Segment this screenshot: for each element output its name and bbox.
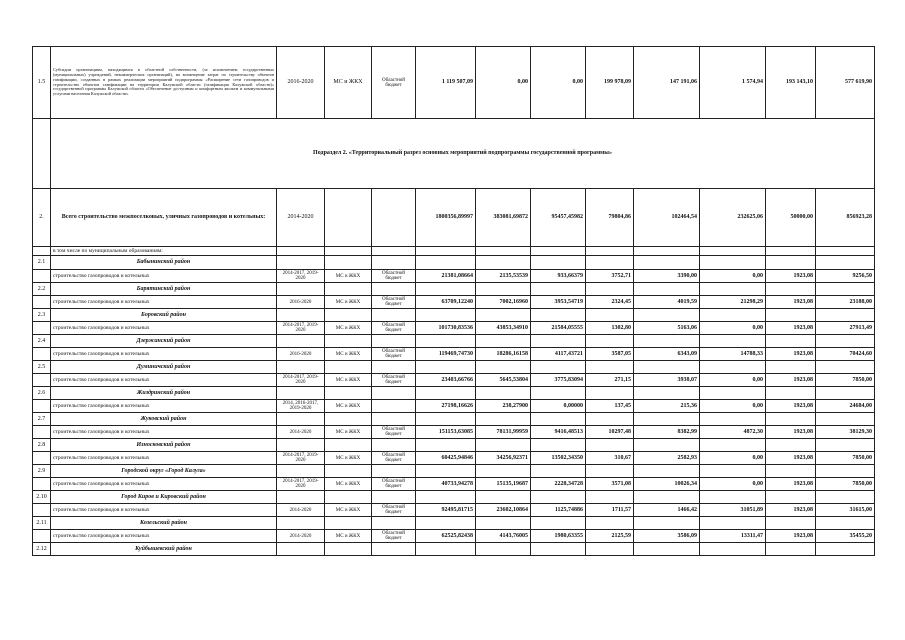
value-cell: 1466,42 <box>634 504 700 517</box>
row-period: 2014-2017, 2019-2020 <box>277 478 325 491</box>
value-cell: 14788,33 <box>700 348 766 361</box>
value-cell: 5163,06 <box>634 322 700 335</box>
row-executor: МС и ЖКХ <box>325 348 372 361</box>
value-cell: 577 619,90 <box>816 47 875 119</box>
row-description: Субсидии организациям, находящимся в областной собственности, (за исключением государственных (муниципальных) учреждений, некоммерческих организаций), на возмещение затрат по строительству объектов газификации, созданных в рамках реализации мероприятий подпрограммы «Расширение сети газопроводов и строительство объектов газификации на территории Калужской области (газификация Калужской области)» государственной программы Калужской области «Обеспечение доступным и комфортным жильем и коммунальными услугами населения Калужской области» <box>51 47 277 119</box>
value-cell: 31615,00 <box>816 504 875 517</box>
work-label: строительство газопроводов и котельных <box>51 452 277 465</box>
value-cell: 95457,45982 <box>531 189 586 247</box>
value-cell: 193 143,10 <box>766 47 816 119</box>
area-row <box>33 335 875 348</box>
work-row <box>33 400 875 413</box>
row-index: 2.4 <box>33 335 51 348</box>
value-cell: 1923,08 <box>766 270 816 283</box>
row-period: 2014-2020 <box>277 530 325 543</box>
value-cell: 1923,08 <box>766 504 816 517</box>
value-cell: 35455,20 <box>816 530 875 543</box>
value-cell: 3390,00 <box>634 270 700 283</box>
value-cell: 1923,08 <box>766 296 816 309</box>
area-row <box>33 361 875 374</box>
value-cell: 10026,34 <box>634 478 700 491</box>
value-cell: 40733,94278 <box>416 478 476 491</box>
work-row <box>33 270 875 283</box>
value-cell: 215,36 <box>634 400 700 413</box>
work-label: строительство газопроводов и котельных <box>51 426 277 439</box>
value-cell: 1 119 507,09 <box>416 47 476 119</box>
value-cell: 34256,92371 <box>476 452 531 465</box>
row-source: Областной бюджет <box>372 504 416 517</box>
value-cell: 383081,69872 <box>476 189 531 247</box>
value-cell: 0,00 <box>700 322 766 335</box>
work-label: строительство газопроводов и котельных <box>51 322 277 335</box>
value-cell: 31051,89 <box>700 504 766 517</box>
value-cell: 0,00000 <box>531 400 586 413</box>
row-index: 2.8 <box>33 439 51 452</box>
value-cell: 1 574,94 <box>700 47 766 119</box>
row-source: Областной бюджет <box>372 452 416 465</box>
value-cell: 1923,08 <box>766 478 816 491</box>
area-row <box>33 465 875 478</box>
row-index: 2.3 <box>33 309 51 322</box>
value-cell: 23188,00 <box>816 296 875 309</box>
value-cell: 8382,99 <box>634 426 700 439</box>
area-name: Думиничский район <box>51 361 277 374</box>
work-row <box>33 504 875 517</box>
value-cell: 1980,63355 <box>531 530 586 543</box>
value-cell: 27913,49 <box>816 322 875 335</box>
work-row <box>33 348 875 361</box>
work-row <box>33 374 875 387</box>
work-label: строительство газопроводов и котельных <box>51 270 277 283</box>
value-cell: 0,00 <box>476 47 531 119</box>
value-cell: 119469,74730 <box>416 348 476 361</box>
row-index: 2.9 <box>33 465 51 478</box>
value-cell: 0,00 <box>700 478 766 491</box>
row-period: 2014-2017, 2019-2020 <box>277 322 325 335</box>
row-index: 2.2 <box>33 283 51 296</box>
row-description: Всего строительство межпоселковых, уличных газопроводов и котельных: <box>51 189 277 247</box>
value-cell: 147 191,06 <box>634 47 700 119</box>
work-row <box>33 296 875 309</box>
value-cell: 151153,63085 <box>416 426 476 439</box>
work-row <box>33 426 875 439</box>
row-period: 2016-2020 <box>277 348 325 361</box>
row-executor: МС и ЖКХ <box>325 478 372 491</box>
row-index: 2.12 <box>33 543 51 556</box>
value-cell: 101730,83536 <box>416 322 476 335</box>
value-cell: 0,00 <box>700 270 766 283</box>
area-name: Дзержинский район <box>51 335 277 348</box>
value-cell: 3571,08 <box>586 478 634 491</box>
value-cell: 1302,80 <box>586 322 634 335</box>
table-row-2 <box>33 189 875 247</box>
row-source: Областной бюджет <box>372 270 416 283</box>
value-cell: 23602,10864 <box>476 504 531 517</box>
value-cell: 4117,43721 <box>531 348 586 361</box>
value-cell: 4143,76005 <box>476 530 531 543</box>
row-source: Областной бюджет <box>372 322 416 335</box>
row-source: Областной бюджет <box>372 47 416 119</box>
value-cell: 2228,34728 <box>531 478 586 491</box>
value-cell: 3775,83094 <box>531 374 586 387</box>
work-row <box>33 530 875 543</box>
value-cell: 1125,74886 <box>531 504 586 517</box>
row-period: 2014-2020 <box>277 426 325 439</box>
value-cell: 2135,53539 <box>476 270 531 283</box>
value-cell: 7002,16960 <box>476 296 531 309</box>
value-cell: 3953,54719 <box>531 296 586 309</box>
area-row <box>33 256 875 270</box>
value-cell: 50000,00 <box>766 189 816 247</box>
area-name: Жиздринский район <box>51 387 277 400</box>
value-cell: 9256,50 <box>816 270 875 283</box>
area-row <box>33 413 875 426</box>
row-executor: МС и ЖКХ <box>325 530 372 543</box>
value-cell: 60425,94846 <box>416 452 476 465</box>
row-executor: МС и ЖКХ <box>325 452 372 465</box>
value-cell: 9416,48513 <box>531 426 586 439</box>
value-cell: 24684,00 <box>816 400 875 413</box>
value-cell: 13311,47 <box>700 530 766 543</box>
value-cell: 271,15 <box>586 374 634 387</box>
value-cell: 1923,08 <box>766 426 816 439</box>
row-period: 2014-2020 <box>277 504 325 517</box>
row-executor: МС и ЖКХ <box>325 400 372 413</box>
area-name: Боровский район <box>51 309 277 322</box>
value-cell: 2125,59 <box>586 530 634 543</box>
row-index: 1.5 <box>33 47 51 119</box>
value-cell: 0,00 <box>700 452 766 465</box>
value-cell: 15135,19687 <box>476 478 531 491</box>
row-period: 2014-2017, 2019-2020 <box>277 270 325 283</box>
value-cell: 7850,00 <box>816 452 875 465</box>
value-cell: 18286,16158 <box>476 348 531 361</box>
work-label: строительство газопроводов и котельных <box>51 348 277 361</box>
section-header-row <box>33 119 875 189</box>
row-source: Областной бюджет <box>372 374 416 387</box>
area-row <box>33 491 875 504</box>
value-cell: 238,27900 <box>476 400 531 413</box>
value-cell: 856923,28 <box>816 189 875 247</box>
row-period: 2014-2020 <box>277 189 325 247</box>
value-cell: 92495,81715 <box>416 504 476 517</box>
area-name: Городской округ «Город Калуга» <box>51 465 277 478</box>
value-cell: 1711,57 <box>586 504 634 517</box>
area-name: Жуковский район <box>51 413 277 426</box>
area-row <box>33 517 875 530</box>
work-row <box>33 452 875 465</box>
value-cell: 7850,00 <box>816 374 875 387</box>
table-row-1-5 <box>33 47 875 119</box>
budget-table-sheet <box>32 46 874 578</box>
work-label: строительство газопроводов и котельных <box>51 504 277 517</box>
area-row <box>33 309 875 322</box>
value-cell: 199 978,09 <box>586 47 634 119</box>
value-cell: 1800356,89997 <box>416 189 476 247</box>
row-period: 2014-2017, 2019-2020 <box>277 374 325 387</box>
value-cell: 27198,16626 <box>416 400 476 413</box>
area-row <box>33 439 875 452</box>
budget-table <box>32 46 875 556</box>
value-cell: 2324,45 <box>586 296 634 309</box>
value-cell: 1923,08 <box>766 530 816 543</box>
value-cell: 137,45 <box>586 400 634 413</box>
value-cell: 23403,66766 <box>416 374 476 387</box>
row-source: Областной бюджет <box>372 530 416 543</box>
row-index: 2. <box>33 189 51 247</box>
row-index: 2.1 <box>33 256 51 270</box>
value-cell: 43853,34910 <box>476 322 531 335</box>
row-period: 2014, 2016-2017, 2019-2020 <box>277 400 325 413</box>
row-executor: МС и ЖКХ <box>325 270 372 283</box>
row-executor: МС и ЖКХ <box>325 426 372 439</box>
value-cell: 1923,08 <box>766 452 816 465</box>
value-cell: 38129,30 <box>816 426 875 439</box>
row-period: 2016-2020 <box>277 296 325 309</box>
value-cell: 0,00 <box>531 47 586 119</box>
row-index: 2.10 <box>33 491 51 504</box>
area-row <box>33 543 875 556</box>
value-cell: 79804,86 <box>586 189 634 247</box>
section-title: Подраздел 2. «Территориальный разрез основных мероприятий подпрограммы государственной программы» <box>51 119 875 189</box>
value-cell: 13502,34350 <box>531 452 586 465</box>
row-period: 2014-2017, 2019-2020 <box>277 452 325 465</box>
value-cell: 0,00 <box>700 400 766 413</box>
value-cell: 21298,29 <box>700 296 766 309</box>
value-cell: 102464,54 <box>634 189 700 247</box>
value-cell: 933,66379 <box>531 270 586 283</box>
work-label: строительство газопроводов и котельных <box>51 400 277 413</box>
row-source: Областной бюджет <box>372 296 416 309</box>
row-executor: МС и ЖКХ <box>325 322 372 335</box>
area-name: Куйбышевский район <box>51 543 277 556</box>
row-index: 2.6 <box>33 387 51 400</box>
work-row <box>33 478 875 491</box>
value-cell: 4019,59 <box>634 296 700 309</box>
value-cell: 4872,30 <box>700 426 766 439</box>
area-name: Износковский район <box>51 439 277 452</box>
value-cell: 21381,08664 <box>416 270 476 283</box>
value-cell: 1923,08 <box>766 400 816 413</box>
row-index: 2.7 <box>33 413 51 426</box>
area-name: Козельский район <box>51 517 277 530</box>
work-label: строительство газопроводов и котельных <box>51 296 277 309</box>
work-row <box>33 322 875 335</box>
value-cell: 2582,93 <box>634 452 700 465</box>
value-cell: 1923,08 <box>766 322 816 335</box>
municipal-note-row <box>33 247 875 256</box>
value-cell: 7850,00 <box>816 478 875 491</box>
value-cell: 0,00 <box>700 374 766 387</box>
value-cell: 1923,08 <box>766 374 816 387</box>
area-name: Бабынинский район <box>51 256 277 270</box>
row-index: 2.5 <box>33 361 51 374</box>
row-executor: МС и ЖКХ <box>325 374 372 387</box>
value-cell: 5645,53804 <box>476 374 531 387</box>
area-name: Город Киров и Кировский район <box>51 491 277 504</box>
value-cell: 3938,07 <box>634 374 700 387</box>
value-cell: 3586,09 <box>634 530 700 543</box>
row-executor: МС и ЖКХ <box>325 504 372 517</box>
value-cell: 3752,71 <box>586 270 634 283</box>
value-cell: 78131,99959 <box>476 426 531 439</box>
value-cell: 63709,12240 <box>416 296 476 309</box>
value-cell: 1923,08 <box>766 348 816 361</box>
row-period: 2016-2020 <box>277 47 325 119</box>
value-cell: 6343,09 <box>634 348 700 361</box>
row-executor: МС и ЖКХ <box>325 47 372 119</box>
value-cell: 70424,60 <box>816 348 875 361</box>
row-index: 2.11 <box>33 517 51 530</box>
area-name: Барятинский район <box>51 283 277 296</box>
row-source <box>372 400 416 413</box>
value-cell: 62525,82438 <box>416 530 476 543</box>
row-source: Областной бюджет <box>372 348 416 361</box>
value-cell: 310,67 <box>586 452 634 465</box>
area-row <box>33 283 875 296</box>
value-cell: 21584,05555 <box>531 322 586 335</box>
value-cell: 3587,05 <box>586 348 634 361</box>
row-source: Областной бюджет <box>372 478 416 491</box>
work-label: строительство газопроводов и котельных <box>51 478 277 491</box>
row-executor: МС и ЖКХ <box>325 296 372 309</box>
value-cell: 10297,48 <box>586 426 634 439</box>
work-label: строительство газопроводов и котельных <box>51 374 277 387</box>
municipal-note: в том числе по муниципальным образованиям: <box>51 247 277 256</box>
row-source: Областной бюджет <box>372 426 416 439</box>
work-label: строительство газопроводов и котельных <box>51 530 277 543</box>
area-row <box>33 387 875 400</box>
value-cell: 232625,06 <box>700 189 766 247</box>
